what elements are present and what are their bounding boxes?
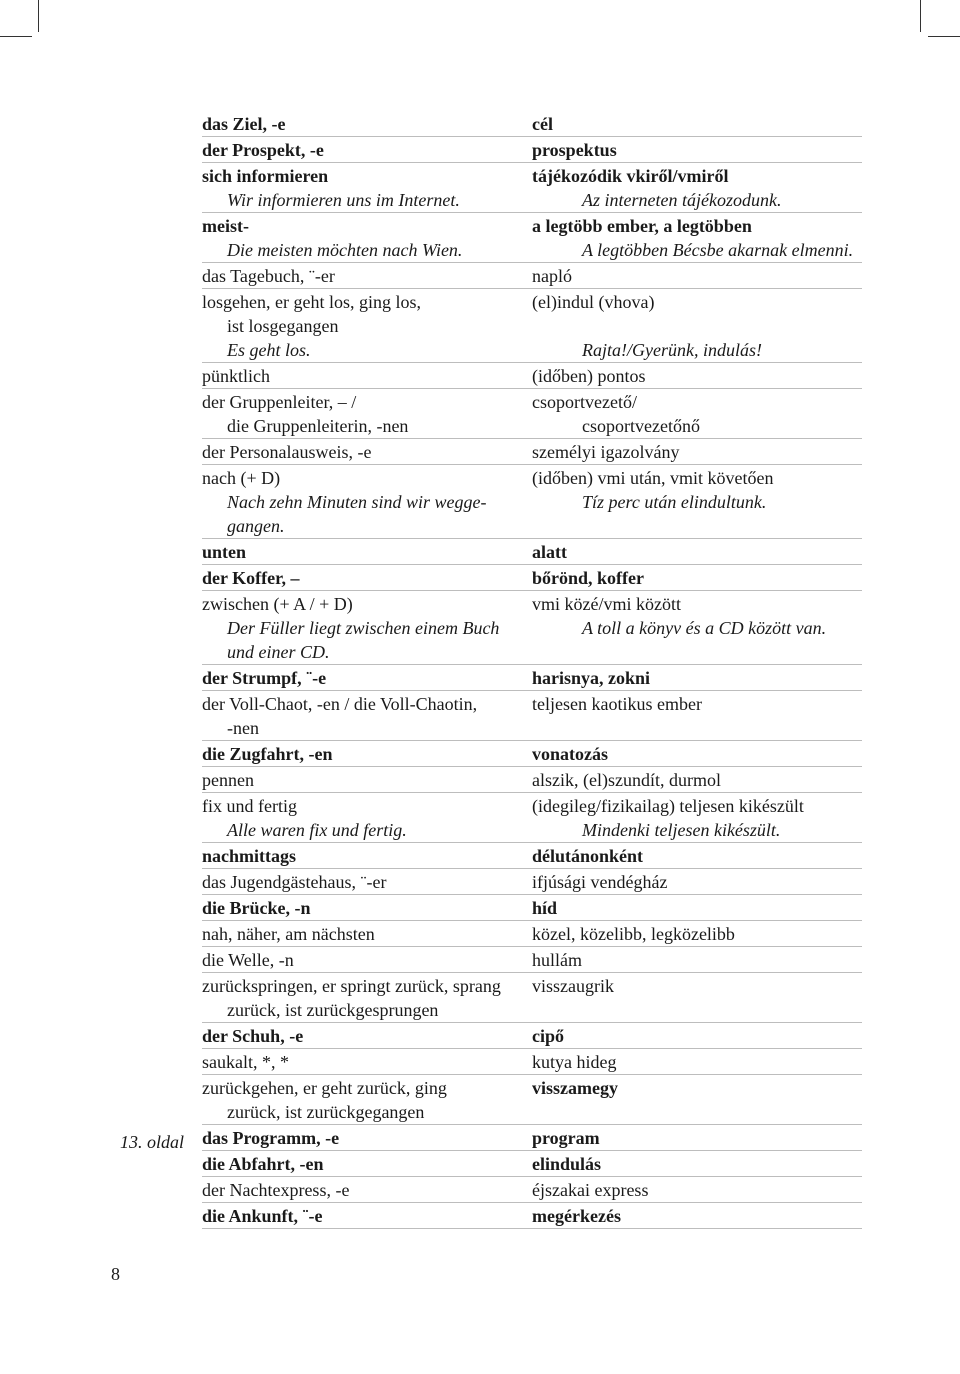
hungarian-translation: Az interneten tájékozodunk. [582,190,782,210]
hungarian-translation: vonatozás [532,744,608,764]
hungarian-translation: tájékozódik vkiről/vmiről [532,166,729,186]
vocab-entry [202,289,862,363]
german-term: pünktlich [202,366,270,386]
vocab-entry [202,163,862,213]
hungarian-translation: cipő [532,1026,565,1046]
vocab-line [202,691,862,716]
vocab-entry [202,793,862,843]
vocab-line [202,1151,862,1176]
vocab-line [202,439,862,464]
vocab-entry [202,973,862,1023]
german-term: die Brücke, -n [202,898,311,918]
crop-mark-top-right [920,0,921,32]
german-term: Alle waren fix und fertig. [227,820,407,840]
german-term: meist- [202,216,249,236]
vocab-entry [202,691,862,741]
vocabulary-list [202,111,862,1229]
german-term: das Ziel, -e [202,114,286,134]
hungarian-translation: Tíz perc után elindultunk. [582,492,767,512]
vocab-line [202,818,862,842]
german-term: der Schuh, -e [202,1026,304,1046]
vocab-entry [202,1023,862,1049]
vocab-line [202,263,862,288]
hungarian-translation: délutánonként [532,846,644,866]
german-term: zurück, ist zurückgesprungen [227,1000,439,1020]
hungarian-translation: napló [532,266,572,286]
vocab-entry [202,591,862,665]
german-term: die Ankunft, ¨-e [202,1206,323,1226]
german-term: die Gruppenleiterin, -nen [227,416,409,436]
hungarian-translation: cél [532,114,553,134]
german-term: sich informieren [202,166,329,186]
german-term: fix und fertig [202,796,297,816]
vocab-entry [202,137,862,163]
german-term: unten [202,542,247,562]
german-term: das Tagebuch, ¨-er [202,266,335,286]
german-term: Nach zehn Minuten sind wir wegge- [227,492,487,512]
vocab-entry [202,869,862,895]
vocab-line [202,1125,862,1150]
hungarian-translation: kutya hideg [532,1052,617,1072]
german-term: der Personalausweis, -e [202,442,372,462]
vocab-line [202,741,862,766]
vocab-entry [202,767,862,793]
hungarian-translation: bőrönd, koffer [532,568,644,588]
hungarian-translation: híd [532,898,558,918]
hungarian-translation: prospektus [532,140,617,160]
german-term: zurück, ist zurückgegangen [227,1102,425,1122]
german-term: nach (+ D) [202,468,281,488]
german-term: Es geht los. [227,340,311,360]
vocab-line [202,163,862,188]
german-term: nah, näher, am nächsten [202,924,375,944]
hungarian-translation: A legtöbben Bécsbe akarnak elmenni. [582,240,854,260]
vocab-line [202,363,862,388]
vocab-line [202,1023,862,1048]
hungarian-translation: alatt [532,542,567,562]
german-term: saukalt, *, * [202,1052,289,1072]
vocab-line [202,539,862,564]
german-term: die Welle, -n [202,950,294,970]
hungarian-translation: A toll a könyv és a CD között van. [582,618,827,638]
vocab-line [202,213,862,238]
vocab-line [202,869,862,894]
german-term: Wir informieren uns im Internet. [227,190,460,210]
german-term: der Koffer, – [202,568,300,588]
hungarian-translation: a legtöbb ember, a legtöbben [532,216,752,236]
hungarian-translation: csoportvezető/ [532,392,637,412]
vocab-entry [202,1075,862,1125]
german-term: die Abfahrt, -en [202,1154,324,1174]
vocab-line [202,665,862,690]
vocab-line [202,921,862,946]
hungarian-translation: éjszakai express [532,1180,649,1200]
german-term: zurückspringen, er springt zurück, sprang [202,976,501,996]
hungarian-translation: közel, közelibb, legközelibb [532,924,735,944]
german-term: losgehen, er geht los, ging los, [202,292,421,312]
german-term: pennen [202,770,254,790]
vocab-entry [202,363,862,389]
vocab-line [202,490,862,514]
german-term: der Prospekt, -e [202,140,324,160]
german-term: zwischen (+ A / + D) [202,594,353,614]
vocab-entry [202,1203,862,1229]
vocab-line [202,514,862,538]
page-number: 8 [111,1264,120,1284]
german-term: ist losgegangen [227,316,339,336]
vocab-line [202,414,862,438]
vocab-entry [202,1125,862,1151]
german-term: das Jugendgästehaus, ¨-er [202,872,387,892]
vocab-line [202,793,862,818]
vocab-entry [202,439,862,465]
vocab-entry [202,111,862,137]
vocab-line [202,465,862,490]
hungarian-translation: harisnya, zokni [532,668,651,688]
vocab-line [202,998,862,1022]
vocab-entry [202,213,862,263]
hungarian-translation: elindulás [532,1154,602,1174]
hungarian-translation: Mindenki teljesen kikészült. [582,820,781,840]
hungarian-translation: visszamegy [532,1078,618,1098]
german-term: nachmittags [202,846,296,866]
german-term: -nen [227,718,259,738]
vocab-entry [202,263,862,289]
german-term: und einer CD. [227,642,330,662]
german-term: der Gruppenleiter, – / [202,392,357,412]
hungarian-translation: személyi igazolvány [532,442,680,462]
vocab-line [202,314,862,338]
german-term: zurückgehen, er geht zurück, ging [202,1078,447,1098]
german-term: Die meisten möchten nach Wien. [227,240,463,260]
vocab-line [202,188,862,212]
hungarian-translation: visszaugrik [532,976,614,996]
vocab-line [202,1049,862,1074]
german-term: gangen. [227,516,285,536]
vocab-line [202,716,862,740]
vocab-entry [202,741,862,767]
crop-mark-top-left-horizontal [0,36,32,37]
hungarian-translation: program [532,1128,600,1148]
hungarian-translation: (idegileg/fizikailag) teljesen kikészült [532,796,804,816]
german-term: der Nachtexpress, -e [202,1180,350,1200]
hungarian-translation: (el)indul (vhova) [532,292,655,312]
vocab-line [202,1100,862,1124]
vocab-entry [202,947,862,973]
vocab-line [202,111,862,136]
vocab-entry [202,1177,862,1203]
vocab-entry [202,1151,862,1177]
hungarian-translation: hullám [532,950,582,970]
hungarian-translation: csoportvezetőnő [582,416,700,436]
german-term: Der Füller liegt zwischen einem Buch [227,618,500,638]
german-term: der Strumpf, ¨-e [202,668,327,688]
german-term: der Voll-Chaot, -en / die Voll-Chaotin, [202,694,478,714]
german-term: die Zugfahrt, -en [202,744,333,764]
vocab-line [202,895,862,920]
hungarian-translation: teljesen kaotikus ember [532,694,702,714]
vocab-line [202,389,862,414]
vocab-line [202,1075,862,1100]
vocab-line [202,1203,862,1228]
crop-mark-top-right-horizontal [928,36,960,37]
vocab-entry [202,1049,862,1075]
hungarian-translation: megérkezés [532,1206,621,1226]
vocab-line [202,843,862,868]
crop-mark-top-left [38,0,39,32]
vocab-line [202,238,862,262]
hungarian-translation: (időben) pontos [532,366,646,386]
vocab-entry [202,539,862,565]
vocab-line [202,767,862,792]
vocab-entry [202,465,862,539]
vocab-line [202,640,862,664]
vocab-entry [202,895,862,921]
vocab-line [202,338,862,362]
hungarian-translation: vmi közé/vmi között [532,594,681,614]
vocab-line [202,947,862,972]
vocab-entry [202,843,862,869]
vocab-line [202,137,862,162]
page-reference: 13. oldal [120,1132,185,1152]
vocab-entry [202,665,862,691]
vocab-line [202,1177,862,1202]
vocab-line [202,591,862,616]
hungarian-translation: alszik, (el)szundít, durmol [532,770,721,790]
hungarian-translation: Rajta!/Gyerünk, indulás! [582,340,762,360]
german-term: das Programm, -e [202,1128,340,1148]
vocab-line [202,616,862,640]
vocab-entry [202,389,862,439]
vocab-entry [202,921,862,947]
vocab-entry [202,565,862,591]
hungarian-translation: (időben) vmi után, vmit követően [532,468,774,488]
vocab-line [202,565,862,590]
hungarian-translation: ifjúsági vendégház [532,872,668,892]
vocab-line [202,289,862,314]
vocab-line [202,973,862,998]
